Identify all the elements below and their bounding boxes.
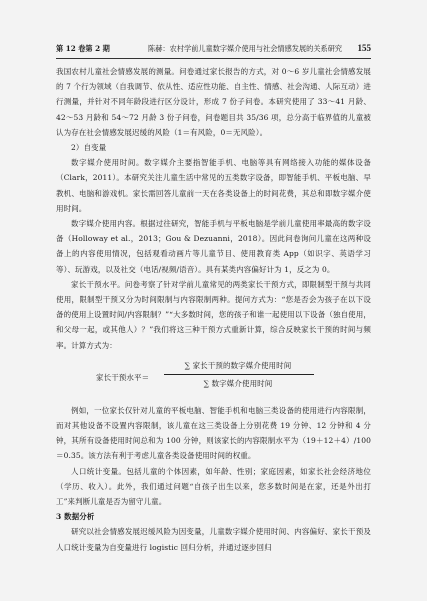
- paragraph-usage-time: 数字媒介使用时间。数字媒介主要指智能手机、电脑等具有网络接入功能的媒体设备（Clark，2011）。本研究关注儿童生活中常见的五类数字设备，即智能手机、平板电脑、早教机、电脑和游戏机。家长需回答儿童前一天在各类设备上的时间花费，其总和即数字媒介使用时间。: [56, 158, 371, 213]
- paragraph-demographics: 人口统计变量。包括儿童的个体因素，如年龄、性别；家庭因素，如家长社会经济地位（学历、收入）。此外，我们通过问题“自孩子出生以来，您多数时间是在家，还是外出打工”来判断儿童是否为留守儿童。: [56, 466, 371, 507]
- subheading-independent-variables: 2）自变量: [71, 143, 107, 153]
- article-body: [56, 64, 371, 555]
- mediation-formula: [56, 354, 371, 400]
- paragraph-parental-mediation: 家长干预水平。问卷考察了针对学前儿童常见的两类家长干预方式，即限制型干预与共同使用，限制型干预又分为时间限制与内容限制两种。提问方式为：“您是否会为孩子在以下设备的使用上设置时间/内容限制？”“大多数时间，您的孩子和谁一起使用以下设备（独自使用，和父母一起，或其他人）？”我们将这三种干预方式重新计算，综合反映家长干预的时间与频率。计算方式为：: [56, 279, 371, 350]
- paragraph-analysis: 研究以社会情感发展迟缓风险为因变量，儿童数字媒介使用时间、内容偏好、家长干预及人口统计变量为自变量进行 logistic 回归分析，并通过逐步回归: [56, 527, 371, 552]
- formula-numerator: ∑ 家长干预的数字媒介使用时间: [184, 360, 292, 370]
- section-heading-data-analysis: 3 数据分析: [56, 512, 95, 522]
- formula-lhs: 家长干预水平＝: [96, 372, 150, 382]
- paragraph-example: 例如，一位家长仅针对儿童的平板电脑、智能手机和电脑三类设备的使用进行内容限制，而对其他设备不设置内容限制，该儿童在这三类设备上分别花费 19 分钟、12 分钟和 4 分钟，其所有设备使用时间总和为 100 分钟，则该家长的内容限制水平为（19＋12＋4）/100＝0.35。该方法有利于考虑儿童各类设备使用时间的权重。: [56, 405, 371, 461]
- page-number: 155: [357, 43, 371, 53]
- volume-issue: 第 12 卷第 2 期: [56, 44, 110, 53]
- paragraph-measurement: 我国农村儿童社会情感发展的测量。问卷通过家长报告的方式，对 0～6 岁儿童社会情感发展的 7 个行为领域（自我调节、依从性、适应性功能、自主性、情感、社会沟通、人际互动）进行测量，并针对不同年龄段进行区分设计，形成 7 份子问卷。本研究使用了 33～41 月龄、42～53 月龄和 54～72 月龄 3 份子问卷，问卷题目共 35/36 项，总分高于临界值的儿童被认为存在社会情感发展迟缓的风险（1＝有风险，0＝无风险）。: [56, 67, 371, 137]
- fraction-bar: [164, 374, 314, 375]
- formula-denominator: ∑ 数字媒介使用时间: [203, 378, 273, 388]
- paragraph-usage-content: 数字媒介使用内容。根据过往研究，智能手机与平板电脑是学前儿童使用率最高的数字设备（Holloway et al.，2013；Gou & Dezuanni，2018）。因此问卷询问儿童在这两种设备上的内容使用情况，包括观看动画片等儿童节目、使用教育类 App（如识字、英语学习等）、玩游戏，以及社交（电话/视频/语音）。具有某类内容偏好计为 1，反之为 0。: [56, 219, 371, 274]
- running-title: 陈赫：农村学前儿童数字媒介使用与社会情感发展的关系研究: [148, 44, 343, 53]
- running-header: [56, 42, 371, 56]
- header-rule: [56, 58, 371, 59]
